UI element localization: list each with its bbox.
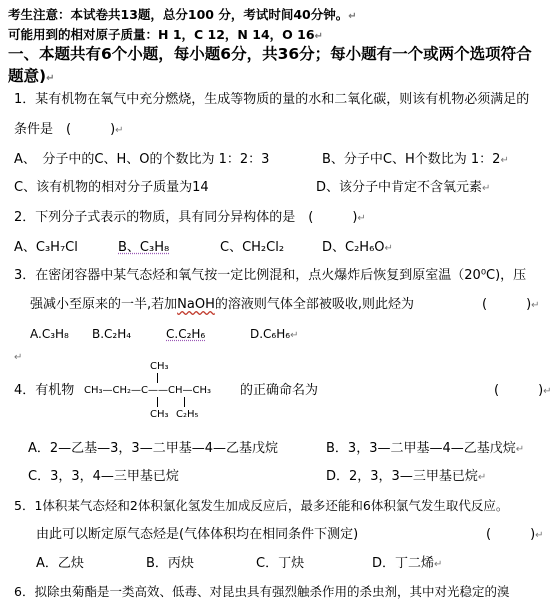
q4-stem-tail: 的正确命名为 bbox=[240, 383, 319, 398]
section-title-cont: 题意)↵ bbox=[8, 67, 55, 85]
structure-main-chain: CH₃—CH₂—C——CH—CH₃ bbox=[84, 385, 212, 396]
structure-c2h5: C₂H₅ bbox=[176, 409, 199, 420]
q2-option-b: B、C₃H₈ bbox=[118, 240, 170, 255]
q4-option-d: D．2，3，3—三甲基已烷↵ bbox=[326, 469, 487, 484]
atomic-masses: 可能用到的相对原子质量：H 1，C 12，N 14，O 16↵ bbox=[8, 27, 323, 42]
q5-stem-cont: 由此可以断定原气态烃是(气体体积均在相同条件下测定) bbox=[36, 527, 359, 542]
bond-bottom-left bbox=[157, 397, 158, 407]
structure-ch3-top: CH₃ bbox=[150, 361, 169, 372]
section-title: 一、本题共有6个小题，每小题6分，共36分；每小题有一个或两个选项符合 bbox=[8, 45, 532, 63]
q4-option-b: B．3，3—二甲基—4—乙基戊烷↵ bbox=[326, 441, 525, 456]
q5-option-b: B．丙炔 bbox=[146, 556, 194, 571]
q4-option-a: A．2—乙基—3，3—二甲基—4—乙基戊烷 bbox=[28, 441, 278, 456]
q6-stem: 6．拟除虫菊酯是一类高效、低毒、对昆虫具有强烈触杀作用的杀虫剂，其中对光稳定的溴 bbox=[14, 584, 510, 599]
q2-stem: 2．下列分子式表示的物质，具有同分异构体的是 ( )↵ bbox=[14, 210, 366, 225]
q3-option-c: C.C₂H₆ bbox=[166, 327, 206, 341]
paragraph-mark: ↵ bbox=[14, 352, 23, 363]
exam-notice: 考生注意：本试卷共13题，总分100 分，考试时间40分钟。↵ bbox=[8, 7, 357, 22]
q5-option-d: D．丁二烯↵ bbox=[372, 556, 443, 571]
q3-option-b: B.C₂H₄ bbox=[92, 327, 132, 341]
q2-option-c: C、CH₂Cl₂ bbox=[220, 240, 285, 255]
q1-stem: 1．某有机物在氧气中充分燃烧，生成等物质的量的水和二氧化碳，则该有机物必须满足的 bbox=[14, 92, 530, 107]
q3-answer-paren: ( )↵ bbox=[482, 297, 540, 312]
q5-option-c: C．丁炔 bbox=[256, 556, 305, 571]
q4-stem: 4．有机物 bbox=[14, 383, 75, 398]
q1-option-b: B、分子中C、H个数比为 1：2↵ bbox=[322, 152, 509, 167]
q2-option-d: D、C₂H₆O↵ bbox=[322, 240, 393, 255]
q2-option-a: A、C₃H₇Cl bbox=[14, 240, 78, 255]
q4-answer-paren: ( )↵ bbox=[494, 383, 552, 398]
structure-ch3-bottom: CH₃ bbox=[150, 409, 169, 420]
bond-top bbox=[157, 373, 158, 383]
q3-stem-cont: 强减小至原来的一半,若加NaOH的溶液则气体全部被吸收,则此烃为 bbox=[30, 297, 414, 312]
q5-stem: 5．1体积某气态烃和2体积氯化氢发生加成反应后，最多还能和6体积氯气发生取代反应。 bbox=[14, 498, 509, 513]
q1-option-c: C、该有机物的相对分子质量为14 bbox=[14, 180, 209, 195]
q3-stem: 3．在密闭容器中某气态烃和氧气按一定比例混和，点火爆炸后恢复到原室温（20⁰C)，压 bbox=[14, 268, 527, 283]
q1-option-a: A、 分子中的C、H、O的个数比为 1：2：3 bbox=[14, 152, 270, 167]
q3-option-d: D.C₆H₆↵ bbox=[250, 327, 299, 341]
bond-bottom-right bbox=[184, 397, 185, 407]
q4-option-c: C．3，3，4—三甲基已烷 bbox=[28, 469, 179, 484]
q3-option-a: A.C₃H₈ bbox=[30, 327, 69, 341]
q5-option-a: A．乙炔 bbox=[36, 556, 84, 571]
q1-stem-cont: 条件是 ( )↵ bbox=[14, 122, 124, 137]
q1-option-d: D、该分子中肯定不含氧元素↵ bbox=[316, 180, 491, 195]
q5-answer-paren: ( )↵ bbox=[486, 527, 544, 542]
